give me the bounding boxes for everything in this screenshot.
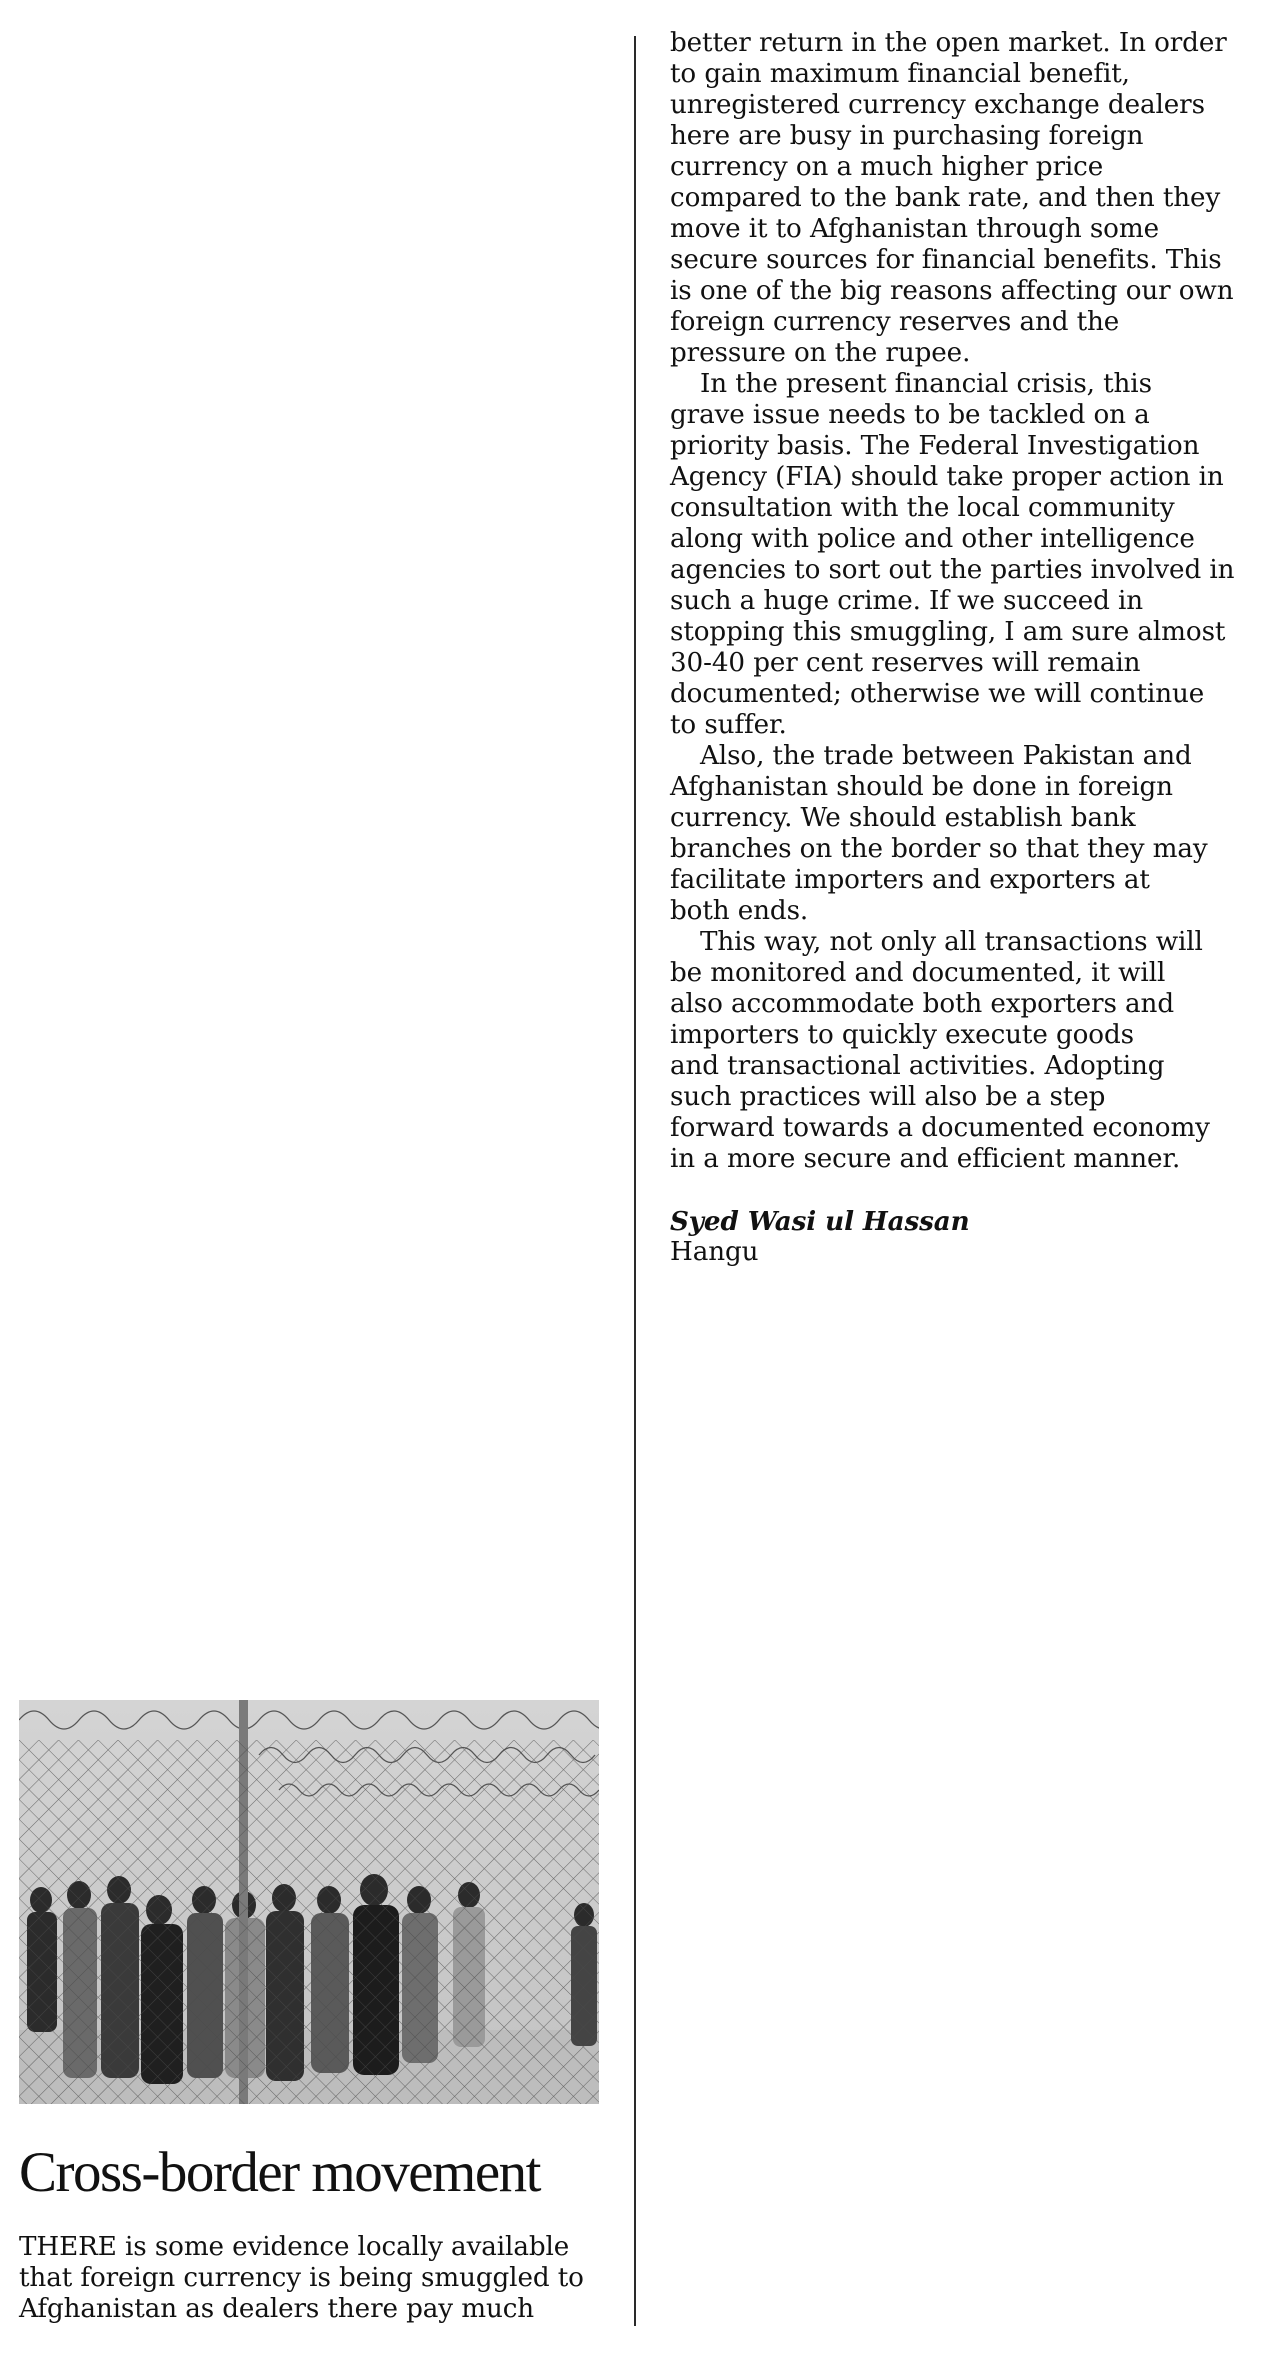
paragraph xyxy=(670,28,1260,369)
text-line: better return in the open market. In order xyxy=(670,28,1227,58)
author-location: Hangu xyxy=(670,1237,759,1267)
text-line: be monitored and documented, it will xyxy=(670,958,1166,988)
text-line: to suffer. xyxy=(670,710,787,740)
paragraph xyxy=(670,741,1260,927)
border-crossing-image xyxy=(19,1700,599,2104)
text-line: branches on the border so that they may xyxy=(670,834,1208,864)
text-line: move it to Afghanistan through some xyxy=(670,214,1159,244)
text-line: facilitate importers and exporters at xyxy=(670,865,1150,895)
paragraph xyxy=(670,369,1260,741)
author-name: Syed Wasi ul Hassan xyxy=(670,1206,970,1237)
text-line: such a huge crime. If we succeed in xyxy=(670,586,1144,616)
text-line: in a more secure and efficient manner. xyxy=(670,1144,1181,1174)
text-line: documented; otherwise we will continue xyxy=(670,679,1205,709)
text-line: and transactional activities. Adopting xyxy=(670,1051,1165,1081)
text-line: such practices will also be a step xyxy=(670,1082,1106,1112)
text-line: Also, the trade between Pakistan and xyxy=(700,741,1192,771)
text-line: priority basis. The Federal Investigation xyxy=(670,431,1200,461)
text-line: importers to quickly execute goods xyxy=(670,1020,1134,1050)
text-line: also accommodate both exporters and xyxy=(670,989,1174,1019)
text-line: forward towards a documented economy xyxy=(670,1113,1210,1143)
text-line: Agency (FIA) should take proper action in xyxy=(670,462,1224,492)
text-line: currency. We should establish bank xyxy=(670,803,1136,833)
text-line: pressure on the rupee. xyxy=(670,338,971,368)
text-line: agencies to sort out the parties involved in xyxy=(670,555,1235,585)
letter-signature xyxy=(670,1206,1260,1268)
text-line: Afghanistan should be done in foreign xyxy=(670,772,1173,802)
text-line: that foreign currency is being smuggled to xyxy=(19,2263,584,2293)
text-line: currency on a much higher price xyxy=(670,152,1104,182)
text-line: both ends. xyxy=(670,896,809,926)
text-line: THERE is some evidence locally available xyxy=(19,2232,570,2262)
article-intro xyxy=(19,2232,619,2325)
text-line: consultation with the local community xyxy=(670,493,1175,523)
article-body xyxy=(670,28,1260,1268)
text-line: grave issue needs to be tackled on a xyxy=(670,400,1150,430)
text-line: Afghanistan as dealers there pay much xyxy=(19,2294,535,2324)
text-line: compared to the bank rate, and then they xyxy=(670,183,1221,213)
text-line: along with police and other intelligence xyxy=(670,524,1195,554)
text-line: stopping this smuggling, I am sure almost xyxy=(670,617,1226,647)
text-line: 30-40 per cent reserves will remain xyxy=(670,648,1141,678)
text-line: is one of the big reasons affecting our own xyxy=(670,276,1234,306)
text-line: This way, not only all transactions will xyxy=(700,927,1203,957)
border-photo xyxy=(19,1700,599,2104)
text-line: to gain maximum financial benefit, xyxy=(670,59,1130,89)
text-line: unregistered currency exchange dealers xyxy=(670,90,1205,120)
column-divider xyxy=(634,36,636,2326)
article-headline: Cross-border movement xyxy=(19,2141,540,2204)
text-line: here are busy in purchasing foreign xyxy=(670,121,1144,151)
paragraph xyxy=(670,927,1260,1175)
text-line: secure sources for financial benefits. This xyxy=(670,245,1222,275)
text-line: foreign currency reserves and the xyxy=(670,307,1120,337)
text-line: In the present financial crisis, this xyxy=(700,369,1152,399)
